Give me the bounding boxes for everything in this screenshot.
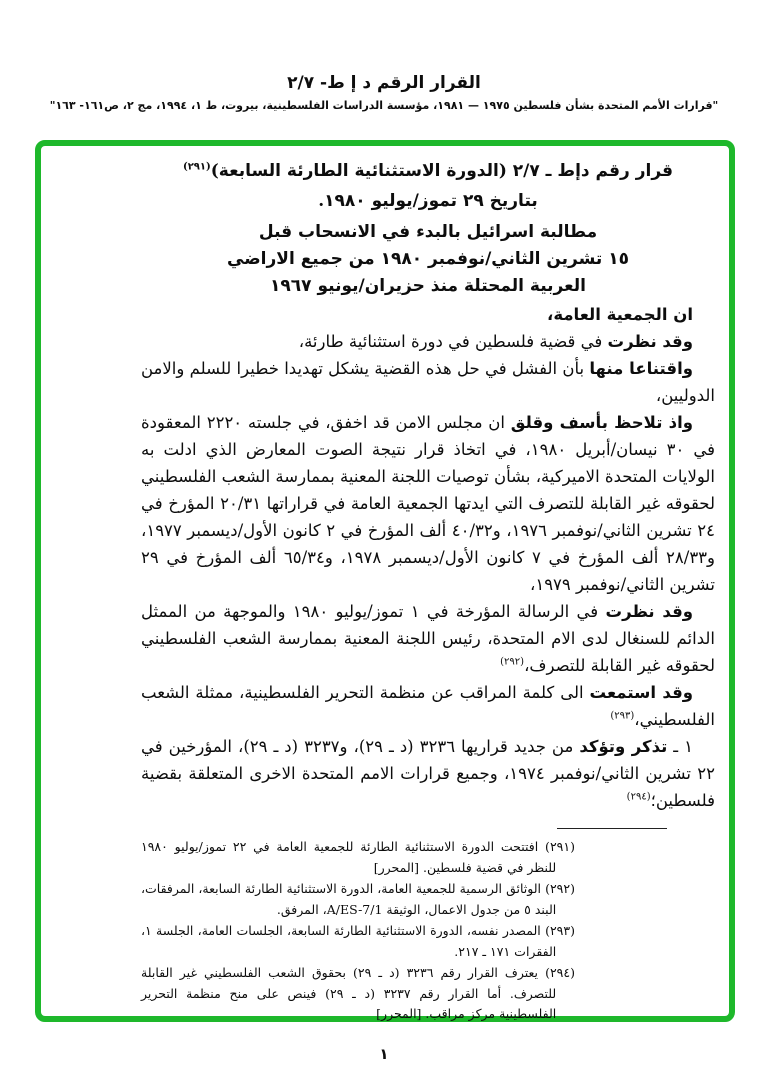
resolution-date: بتاريخ ٢٩ تموز/يوليو ١٩٨٠. bbox=[318, 191, 538, 211]
footnote-ref-291: (٢٩١) bbox=[182, 161, 211, 173]
resolution-title-line2: ١٥ تشرين الثاني/نوفمبر ١٩٨٠ من جميع الاراضي bbox=[227, 249, 629, 269]
footnote-separator bbox=[557, 828, 667, 829]
resolution-title bbox=[141, 219, 715, 300]
text-column bbox=[141, 156, 715, 1026]
footnote: (٢٩٢) الوثائق الرسمية للجمعية العامة، الدورة الاستثنائية الطارئة السابعة، المرفقات، البند ٥ من جدول الاعمال، الوثيقة A/ES-7/1، المرفق. bbox=[141, 881, 575, 917]
document-frame bbox=[35, 140, 735, 1022]
resolution-body bbox=[141, 301, 715, 814]
body-paragraph: ١ ـ تذكر وتؤكد من جديد قراريها ٣٢٣٦ (د ـ ٢٩)، و٣٢٣٧ (د ـ ٢٩)، المؤرخين في ٢٢ تشرين الثاني/نوفمبر ١٩٧٤، وجميع قرارات الامم المتحدة الاخرى المتعلقة بقضية فلسطين؛$^{(٢٩٤)}$ bbox=[141, 737, 715, 810]
resolution-heading-text: قرار رقم دإط ـ ٢/٧ (الدورة الاستثنائية الطارئة السابعة) bbox=[210, 161, 674, 181]
footnote: (٢٩٤) يعترف القرار رقم ٣٢٣٦ (د ـ ٢٩) بحقوق الشعب الفلسطيني غير القابلة للتصرف. أما القرار رقم ٣٢٣٧ (د ـ ٢٩) فينص على منح منظمة التحرير الفلسطينية مركز مراقب. [المحرر] bbox=[141, 965, 576, 1021]
body-paragraph: واقتناعا منها بأن الفشل في حل هذه القضية يشكل تهديدا خطيرا للسلم والامن الدوليين، bbox=[141, 359, 715, 405]
body-paragraph: وقد استمعت الى كلمة المراقب عن منظمة التحرير الفلسطينية، ممثلة الشعب الفلسطيني،$^{(٢٩٣)}$ bbox=[141, 683, 715, 729]
page-header bbox=[0, 72, 768, 115]
page-number: ١ bbox=[379, 1045, 389, 1063]
footnotes-block bbox=[141, 837, 575, 1025]
body-paragraph: وقد نظرت في قضية فلسطين في دورة استثنائية طارئة، bbox=[298, 332, 693, 351]
body-paragraph: وقد نظرت في الرسالة المؤرخة في ١ تموز/يوليو ١٩٨٠ والموجهة من الممثل الدائم للسنغال لدى الام المتحدة، رئيس اللجنة المعنية بممارسة الشعب الفلسطيني لحقوقه غير القابلة للتصرف،$^{(٢٩٢)}$ bbox=[141, 602, 715, 675]
resolution-title-line1: مطالبة اسرائيل بالبدء في الانسحاب قبل bbox=[258, 222, 598, 242]
body-paragraph: واذ تلاحظ بأسف وقلق ان مجلس الامن قد اخفق، في جلسته ٢٢٢٠ المعقودة في ٣٠ نيسان/أبريل ١٩٨٠، في اتخاذ قرار نتيجة الصوت المعارض الذي ادلت به الولايات المتحدة الاميركية، بشأن توصيات اللجنة المعنية بممارسة الشعب الفلسطيني لحقوقه غير القابلة للتصرف التي ايدتها الجمعية العامة في قراراتها ٢٠/٣١ المؤرخ في ٢٤ تشرين الثاني/نوفمبر ١٩٧٦، و٤٠/٣٢ ألف المؤرخ في ٢ كانون الأول/ديسمبر ١٩٧٧، و٢٨/٣٣ ألف المؤرخ في ٧ كانون الأول/ديسمبر ١٩٧٨، و٦٥/٣٤ ألف المؤرخ في ٢٩ تشرين الثاني/نوفمبر ١٩٧٩، bbox=[141, 413, 716, 594]
footnote: (٢٩١) افتتحت الدورة الاستثنائية الطارئة للجمعية العامة في ٢٢ تموز/يوليو ١٩٨٠ للنظر في قضية فلسطين. [المحرر] bbox=[141, 839, 575, 875]
resolution-heading bbox=[141, 156, 715, 216]
source-citation: "قرارات الأمم المتحدة بشأن فلسطين ١٩٧٥ — ١٩٨١، مؤسسة الدراسات الفلسطينية، بيروت، ط ١، ١٩٩٤، مج ٢، ص١٦١- ١٦٣" bbox=[49, 99, 719, 112]
resolution-title-line3: العربية المحتلة منذ حزيران/يونيو ١٩٦٧ bbox=[270, 276, 586, 296]
resolution-number-header: القرار الرقم د إ ط- ٢/٧ bbox=[287, 73, 481, 93]
resolution-heading-line1 bbox=[141, 156, 715, 186]
body-paragraph: ان الجمعية العامة، bbox=[547, 305, 693, 324]
footnote: (٢٩٣) المصدر نفسه، الدورة الاستثنائية الطارئة السابعة، الجلسات العامة، الجلسة ١، الفقرات ١٧١ ـ ٢١٧. bbox=[141, 923, 575, 959]
